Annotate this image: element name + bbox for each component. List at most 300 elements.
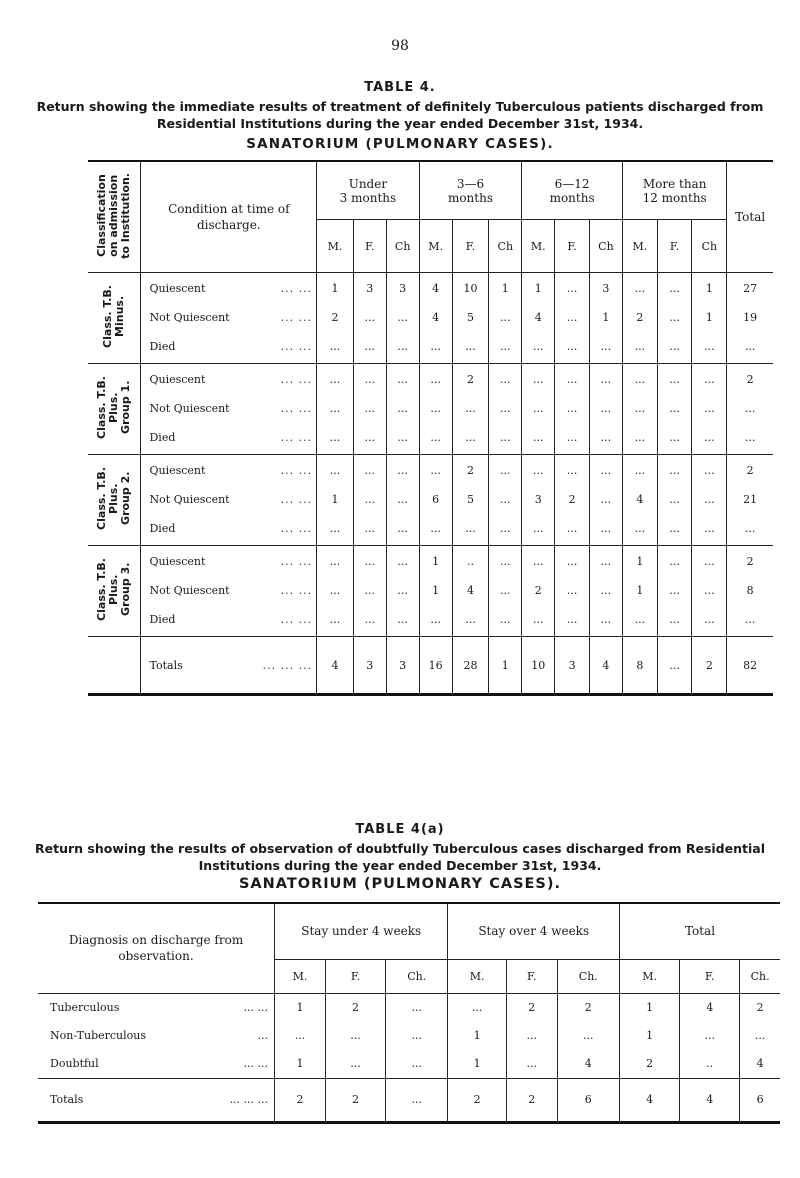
table4-subheader: M. [622, 220, 657, 273]
table4-leader-dots: ... ... [280, 555, 313, 569]
table4-cell: ... [533, 401, 544, 415]
table4-cell: ... [669, 430, 680, 444]
table4a-subheader: Ch. [386, 959, 448, 993]
table4-cell: ... [634, 282, 646, 296]
table4-leader-dots: ... ... [280, 339, 313, 353]
table4-cell: ... [430, 373, 441, 387]
table4a-row [38, 993, 780, 1022]
table4-cell: ... [704, 583, 715, 597]
table4a [38, 902, 780, 1124]
table4-subheader: Ch [489, 220, 522, 273]
table4-cell: ... [500, 555, 511, 569]
table4-cell: 1 [331, 282, 339, 296]
table4a-cell: 4 [557, 1050, 619, 1079]
table4-cell: 3 [399, 282, 407, 296]
table4-condition-text: Not Quiescent [149, 310, 230, 324]
table4-cell: ... [500, 521, 511, 535]
table4-cell: 1 [636, 583, 644, 597]
table4-cell: ... [533, 430, 544, 444]
table4-cell: 5 [466, 310, 474, 324]
table4-cell: ... [465, 612, 476, 626]
table4-cell: ... [397, 612, 408, 626]
table4-cell: ... [566, 583, 578, 597]
table4-cell: 27 [743, 282, 758, 296]
table4a-row-label: Non-Tuberculous [50, 1029, 147, 1042]
table4-cell: ... [704, 521, 715, 535]
table4-cell: ... [397, 430, 408, 444]
table4-leader-dots: ... ... [280, 430, 313, 444]
table4-cell: ... [704, 464, 715, 478]
table4-title: TABLE 4. [364, 80, 436, 95]
table4-condition [149, 580, 316, 602]
table4-cell: ... [600, 401, 612, 415]
table4-subheader: M. [317, 220, 354, 273]
table4a-cell: ... [506, 1050, 557, 1079]
table4a-row-label: Doubtful [50, 1057, 99, 1070]
table4-total-cell: 2 [692, 637, 727, 695]
table4-cell: ... [634, 521, 646, 535]
table4-cell: ... [704, 430, 715, 444]
table4-col-total: Total [727, 161, 773, 273]
table4-cell: ... [669, 583, 680, 597]
table4-period-0: Under 3 months [317, 161, 420, 220]
table4-cell: 2 [534, 583, 542, 597]
table4-cell: 6 [432, 492, 440, 506]
table4-period-1: 3—6 months [419, 161, 522, 220]
table4-cell: ... [533, 339, 544, 353]
table4a-cell: ... [386, 1022, 448, 1050]
table4-condition-text: Not Quiescent [149, 492, 230, 506]
table4-cell: 4 [466, 583, 474, 597]
table4-group-row [88, 364, 773, 455]
table4-condition-text: Quiescent [149, 282, 206, 296]
table4-cell: ... [364, 521, 376, 535]
table4-cell: ... [669, 282, 680, 296]
table4a-leader-dots: ... ... [243, 1001, 269, 1014]
table4-cell: 19 [743, 310, 758, 324]
table4-cell: ... [533, 373, 544, 387]
table4-col-classification: Classification on admission to Institution. [95, 172, 133, 259]
table4-cell: ... [500, 430, 511, 444]
table4-period-3: More than 12 months [622, 161, 726, 220]
table4-cell: ... [430, 339, 441, 353]
table4-cell: 2 [746, 464, 754, 478]
table4-total-cell: 8 [622, 637, 657, 695]
table4-heading: SANATORIUM (PULMONARY CASES). [246, 136, 554, 152]
table4a-title: TABLE 4(a) [355, 822, 445, 837]
table4-cell: ... [669, 555, 680, 569]
table4-condition [149, 278, 316, 300]
table4-cell: 2 [568, 492, 576, 506]
table4-cell: ... [704, 339, 715, 353]
table4a-leader-dots: ... [257, 1029, 269, 1042]
table4-cell: 1 [331, 492, 339, 506]
table4-cell: ... [500, 492, 511, 506]
table4-subheader: Ch [692, 220, 727, 273]
table4a-total-cell: 2 [275, 1078, 326, 1122]
table4-cell: 2 [636, 310, 644, 324]
table4-cell: ... [364, 464, 376, 478]
table4-total-cell: 1 [489, 637, 522, 695]
table4-group-row [88, 455, 773, 546]
table4-cell: ... [364, 310, 376, 324]
table4-cell: ... [329, 464, 341, 478]
table4-cell: ... [600, 339, 612, 353]
table4a-cell: 1 [448, 1022, 506, 1050]
table4-cell: ... [465, 339, 476, 353]
table4a-cell: 2 [326, 993, 386, 1022]
table4-cell: ... [634, 612, 646, 626]
table4-cell: ... [500, 612, 511, 626]
table4-cell: ... [500, 401, 511, 415]
table4a-group-1: Stay over 4 weeks [448, 903, 620, 959]
table4-cell: ... [669, 492, 680, 506]
table4-total-cell: 82 [727, 637, 773, 695]
table4a-heading: SANATORIUM (PULMONARY CASES). [238, 876, 562, 892]
table4-cell: ... [600, 492, 612, 506]
table4-cell: ... [465, 401, 476, 415]
table4-group-row [88, 546, 773, 637]
table4-cell: 4 [636, 492, 644, 506]
table4-cell: ... [397, 373, 408, 387]
table4a-subheader: F. [326, 959, 386, 993]
table4-condition [149, 609, 316, 631]
table4-cell: ... [329, 583, 341, 597]
table4a-total-cell: 2 [506, 1078, 557, 1122]
table4-group-label: Class. T.B. Minus. [101, 285, 127, 348]
table4-condition-text: Not Quiescent [149, 583, 230, 597]
table4-cell: ... [364, 373, 376, 387]
table4a-subtitle: Return showing the results of observation of doubtfully Tuberculous cases discharged from Residential Institutions during the year ended December 31st, 1934. [35, 841, 765, 873]
table4-cell: ... [566, 373, 578, 387]
table4a-cell: ... [557, 1022, 619, 1050]
table4-leader-dots: ... ... [280, 282, 313, 296]
table4-col-condition: Condition at time of discharge. [141, 161, 317, 273]
table4a-cell: ... [326, 1022, 386, 1050]
table4a-total-cell: 6 [740, 1078, 780, 1122]
table4-condition-text: Not Quiescent [149, 401, 230, 415]
table4-cell: ... [397, 555, 408, 569]
table4-cell: 5 [466, 492, 474, 506]
table4a-cell: 1 [448, 1050, 506, 1079]
table4-condition-text: Quiescent [149, 555, 206, 569]
table4-cell: ... [397, 401, 408, 415]
table4-cell: 1 [432, 555, 440, 569]
table4-condition-text: Quiescent [149, 464, 206, 478]
table4-cell: ... [634, 373, 646, 387]
table4-cell: 10 [463, 282, 478, 296]
table4-cell: ... [669, 521, 680, 535]
table4-cell: ... [600, 373, 612, 387]
table4-group-label: Class. T.B. Plus. Group 2. [95, 467, 133, 530]
table4-cell: 1 [501, 282, 509, 296]
table4-cell: ... [465, 521, 476, 535]
table4-cell: 2 [466, 464, 474, 478]
table4-cell: ... [430, 612, 441, 626]
table4-leader-dots: ... ... [280, 492, 313, 506]
table4a-row [38, 1050, 780, 1079]
table4a-cell: ... [448, 993, 506, 1022]
table4-subheader: M. [522, 220, 555, 273]
table4a-cell: ... [386, 1050, 448, 1079]
table4-cell: ... [669, 339, 680, 353]
table4-cell: ... [329, 555, 341, 569]
table4-cell: ... [744, 401, 756, 415]
table4a-cell: ... [506, 1022, 557, 1050]
table4-cell: ... [329, 339, 341, 353]
table4-cell: 2 [466, 373, 474, 387]
table4-cell: ... [500, 583, 511, 597]
table4a-total-cell: 6 [557, 1078, 619, 1122]
table4a-cell: ... [275, 1022, 326, 1050]
table4-cell: ... [634, 401, 646, 415]
table4-subheader: F. [657, 220, 692, 273]
table4-cell: 4 [432, 282, 440, 296]
table4-condition [149, 307, 316, 329]
table4a-leader-dots: ... ... [243, 1057, 269, 1070]
table4-cell: ... [566, 282, 578, 296]
table4-cell: ... [566, 401, 578, 415]
table4 [88, 160, 773, 696]
table4-cell: ... [397, 339, 408, 353]
table4a-cell: ... [680, 1022, 740, 1050]
table4-leader-dots: ... ... [280, 401, 313, 415]
table4-cell: 4 [432, 310, 440, 324]
table4-subheader: F. [452, 220, 489, 273]
table4-totals-label: Totals [149, 658, 183, 672]
table4-cell: ... [397, 310, 408, 324]
table4-cell: ... [500, 464, 511, 478]
table4-group-label: Class. T.B. Plus. Group 1. [95, 376, 133, 439]
table4-cell: ... [600, 430, 612, 444]
table4-cell: ... [465, 430, 476, 444]
table4-cell: ... [329, 430, 341, 444]
table4-totals-row [88, 637, 773, 695]
table4-cell: ... [704, 612, 715, 626]
table4a-totals-label: Totals [50, 1093, 84, 1106]
table4a-cell: 1 [620, 993, 680, 1022]
table4-cell: 1 [636, 555, 644, 569]
table4-cell: 1 [534, 282, 542, 296]
table4-cell: ... [669, 310, 680, 324]
table4-total-cell: 4 [317, 637, 354, 695]
table4a-leader-dots: ... ... ... [229, 1093, 269, 1106]
table4-cell: ... [744, 339, 756, 353]
table4-cell: ... [364, 430, 376, 444]
table4-cell: 2 [746, 373, 754, 387]
table4-cell: ... [533, 612, 544, 626]
table4-cell: ... [634, 430, 646, 444]
table4-cell: ... [566, 464, 578, 478]
table4-group-row [88, 273, 773, 364]
table4a-row [38, 1022, 780, 1050]
table4-cell: ... [600, 612, 612, 626]
table4-cell: ... [364, 401, 376, 415]
table4-group-label: Class. T.B. Plus. Group 3. [95, 558, 133, 621]
table4-cell: ... [329, 373, 341, 387]
table4-subheader: Ch [589, 220, 622, 273]
table4a-cell: 2 [506, 993, 557, 1022]
table4a-total-cell: 2 [326, 1078, 386, 1122]
table4-cell: 21 [743, 492, 758, 506]
page-number: 98 [391, 38, 409, 54]
table4-cell: ... [634, 339, 646, 353]
table4-cell: ... [600, 464, 612, 478]
table4-cell: ... [500, 373, 511, 387]
table4-cell: 3 [366, 282, 374, 296]
table4-cell: ... [669, 373, 680, 387]
table4-cell: ... [669, 464, 680, 478]
table4a-subheader: M. [620, 959, 680, 993]
table4-cell: ... [744, 521, 756, 535]
table4-condition-text: Died [149, 339, 176, 353]
table4-subheader: M. [419, 220, 452, 273]
table4-cell: 1 [602, 310, 610, 324]
table4-cell: ... [704, 373, 715, 387]
table4-subheader: F. [555, 220, 590, 273]
table4-cell: ... [500, 310, 511, 324]
table4-cell: 2 [331, 310, 339, 324]
table4-cell: ... [600, 521, 612, 535]
table4-condition-text: Died [149, 612, 176, 626]
table4-cell: 2 [746, 555, 754, 569]
table4a-subheader: Ch. [740, 959, 780, 993]
table4-total-cell: 3 [555, 637, 590, 695]
table4-cell: ... [566, 310, 578, 324]
table4-cell: ... [500, 339, 511, 353]
table4a-cell: 4 [740, 1050, 780, 1079]
table4-cell: 1 [705, 310, 713, 324]
table4-leader-dots: ... ... [280, 310, 313, 324]
table4-cell: ... [744, 430, 756, 444]
table4-cell: ... [566, 521, 578, 535]
table4-cell: ... [364, 339, 376, 353]
table4-condition [149, 336, 316, 358]
table4-condition [149, 398, 316, 420]
table4-cell: ... [566, 612, 578, 626]
table4a-total-cell: 2 [448, 1078, 506, 1122]
table4-cell: ... [397, 492, 408, 506]
table4a-subheader: F. [506, 959, 557, 993]
table4-total-cell: 4 [589, 637, 622, 695]
table4-cell: ... [430, 430, 441, 444]
table4-cell: 1 [705, 282, 713, 296]
table4-cell: ... [430, 521, 441, 535]
table4-leader-dots: ... ... [280, 521, 313, 535]
table4-cell: ... [634, 464, 646, 478]
table4a-col-diagnosis: Diagnosis on discharge from observation. [38, 903, 275, 993]
table4a-group-2: Total [620, 903, 781, 959]
table4-subheader: F. [353, 220, 386, 273]
table4-subtitle: Return showing the immediate results of treatment of definitely Tuberculous patients discharged from Residential Institutions during the year ended December 31st, 1934. [36, 99, 764, 131]
table4-subheader: Ch [386, 220, 419, 273]
table4a-total-cell: 4 [620, 1078, 680, 1122]
table4-cell: ... [364, 583, 376, 597]
table4-cell: ... [329, 401, 341, 415]
table4a-cell: .. [680, 1050, 740, 1079]
table4a-cell: 1 [275, 993, 326, 1022]
table4-cell: ... [704, 401, 715, 415]
table4-cell: ... [669, 612, 680, 626]
table4-cell: ... [397, 583, 408, 597]
table4-cell: ... [566, 430, 578, 444]
table4-total-cell: 16 [419, 637, 452, 695]
table4-leader-dots: ... ... [280, 464, 313, 478]
table4a-cell: ... [740, 1022, 780, 1050]
table4-cell: ... [364, 555, 376, 569]
table4a-cell: 1 [620, 1022, 680, 1050]
table4a-cell: ... [386, 993, 448, 1022]
table4-cell: ... [430, 401, 441, 415]
table4a-total-cell: ... [386, 1078, 448, 1122]
table4a-cell: 2 [557, 993, 619, 1022]
table4a-cell: 2 [740, 993, 780, 1022]
table4-cell: ... [600, 583, 612, 597]
table4-cell: ... [430, 464, 441, 478]
table4-condition-text: Died [149, 430, 176, 444]
table4-condition [149, 369, 316, 391]
table4-total-cell: 10 [522, 637, 555, 695]
table4-cell: ... [600, 555, 612, 569]
table4-condition [149, 489, 316, 511]
table4-cell: ... [566, 339, 578, 353]
table4-cell: ... [533, 555, 544, 569]
table4a-subheader: M. [448, 959, 506, 993]
table4-condition-text: Died [149, 521, 176, 535]
table4-cell: ... [329, 521, 341, 535]
table4-condition [149, 518, 316, 540]
table4-period-2: 6—12 months [522, 161, 623, 220]
table4-cell: ... [364, 492, 376, 506]
table4a-cell: 2 [620, 1050, 680, 1079]
table4-total-cell: 3 [386, 637, 419, 695]
table4-condition [149, 427, 316, 449]
table4-condition-text: Quiescent [149, 373, 206, 387]
table4-cell: 3 [602, 282, 610, 296]
table4a-cell: 1 [275, 1050, 326, 1079]
table4-condition [149, 551, 316, 573]
table4-leader-dots: ... ... ... [262, 658, 313, 672]
table4-cell: ... [397, 464, 408, 478]
table4-cell: ... [397, 521, 408, 535]
table4-condition [149, 460, 316, 482]
table4-cell: 4 [534, 310, 542, 324]
table4-leader-dots: ... ... [280, 583, 313, 597]
table4-cell: ... [704, 555, 715, 569]
table4-cell: ... [669, 401, 680, 415]
table4-cell: ... [704, 492, 715, 506]
table4-cell: ... [329, 612, 341, 626]
table4-cell: ... [566, 555, 578, 569]
table4-cell: 8 [746, 583, 754, 597]
table4a-total-cell: 4 [680, 1078, 740, 1122]
table4-leader-dots: ... ... [280, 612, 313, 626]
table4-cell: ... [533, 464, 544, 478]
table4a-row-label: Tuberculous [50, 1001, 120, 1014]
table4a-subheader: M. [275, 959, 326, 993]
table4a-subheader: Ch. [557, 959, 619, 993]
table4-total-cell: ... [657, 637, 692, 695]
table4-cell: ... [364, 612, 376, 626]
table4-cell: 3 [534, 492, 542, 506]
table4a-cell: ... [326, 1050, 386, 1079]
table4a-cell: 4 [680, 993, 740, 1022]
table4-leader-dots: ... ... [280, 373, 313, 387]
table4a-group-0: Stay under 4 weeks [275, 903, 448, 959]
table4a-totals-row [38, 1078, 780, 1122]
table4-cell: ... [744, 612, 756, 626]
table4a-subheader: F. [680, 959, 740, 993]
